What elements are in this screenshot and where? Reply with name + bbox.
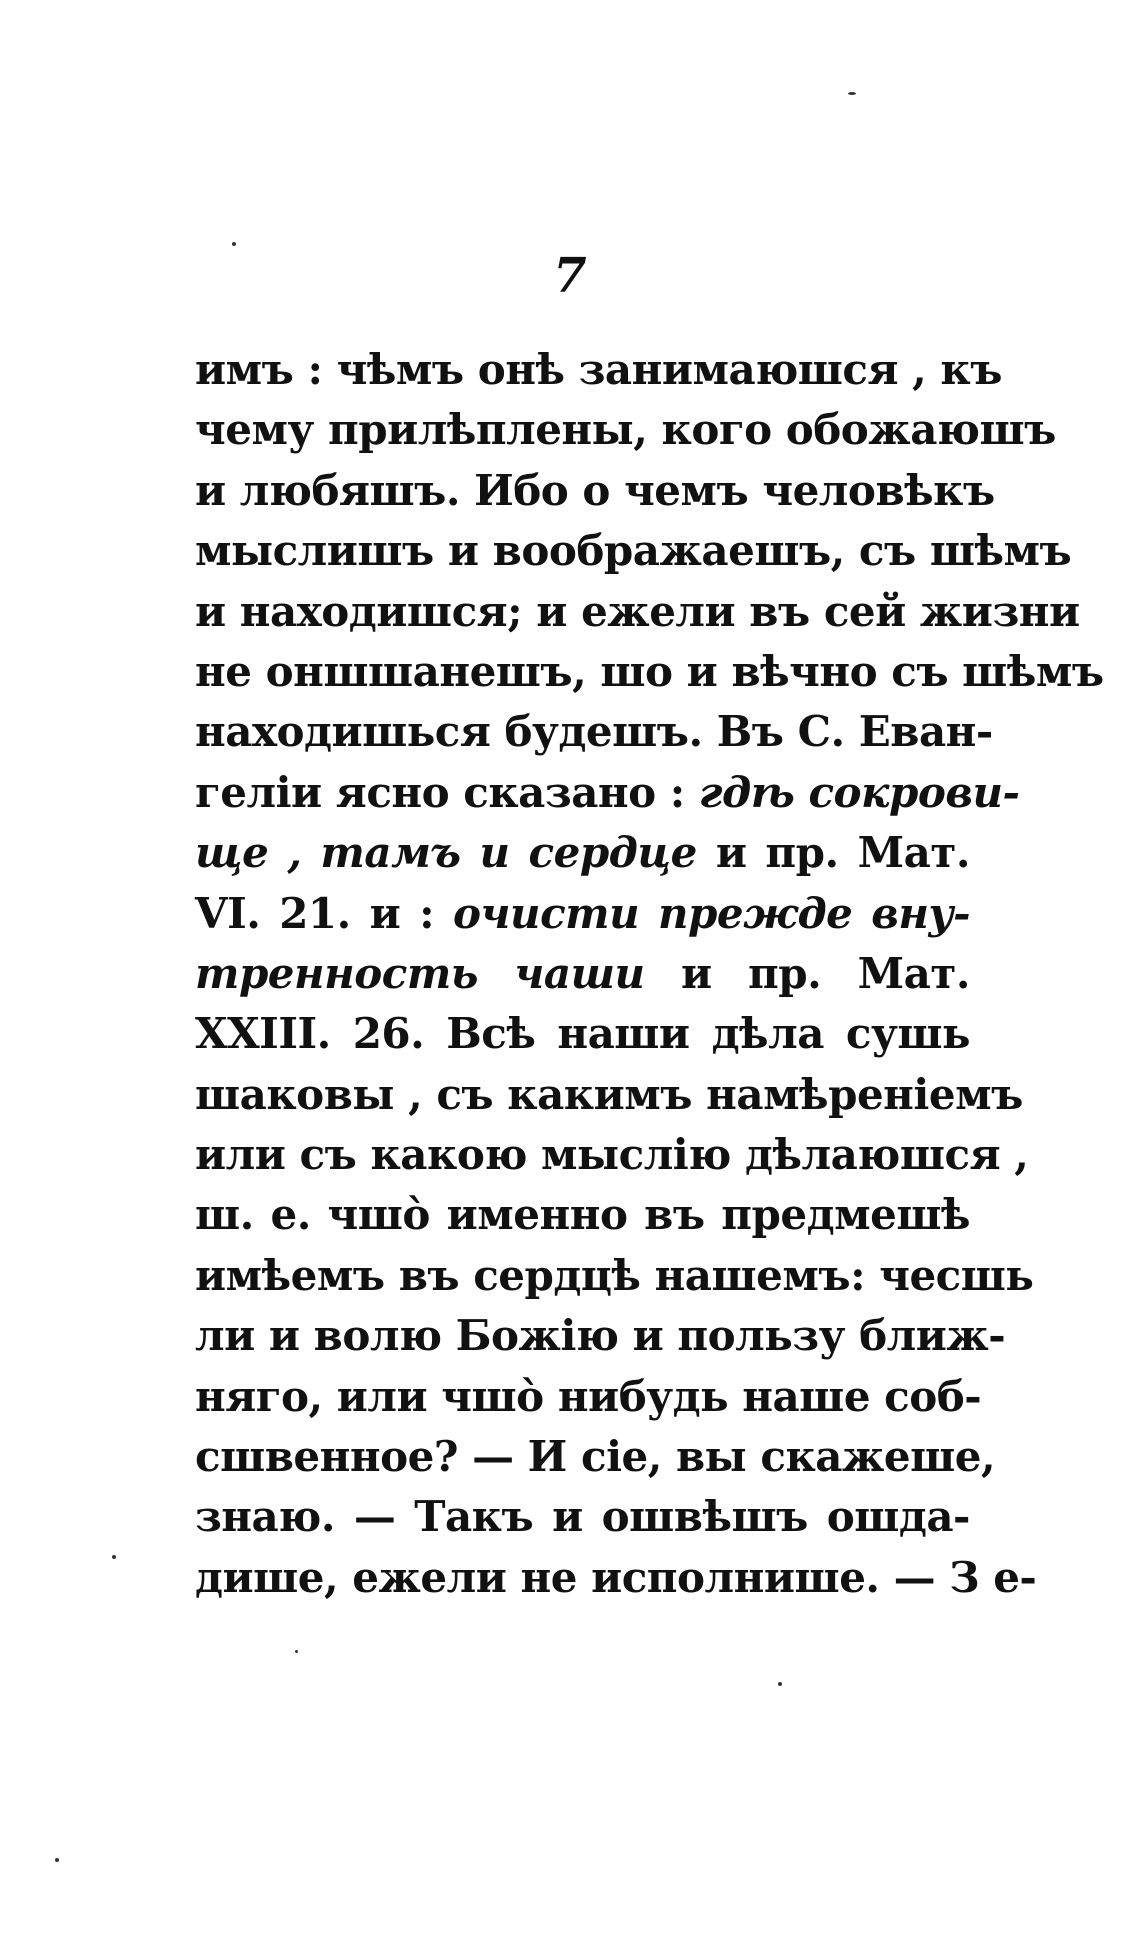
text-line [195, 642, 1104, 702]
text-line [195, 521, 1072, 581]
text-line [195, 1065, 1023, 1125]
text-segment: имъ : чѣмъ онѣ занимаюшся , къ [195, 345, 1002, 394]
text-line [195, 763, 1020, 823]
scan-speck [232, 242, 236, 246]
text-line [195, 1125, 1029, 1185]
scan-speck [295, 1650, 298, 1653]
text-line [195, 1004, 970, 1064]
page-number: 7 [553, 248, 587, 304]
text-line [195, 823, 970, 883]
scan-speck [778, 1682, 782, 1686]
text-segment: чему прилѣплены, кого обожаюшъ [195, 405, 1056, 455]
text-line [195, 461, 995, 521]
text-line [195, 702, 993, 762]
text-segment: няго, или чшò нибудь наше соб- [195, 1371, 982, 1421]
scan-speck [848, 92, 856, 95]
text-segment: мыслишъ и воображаешъ, съ шѣмъ [195, 526, 1072, 576]
text-segment: находишься будешъ. Въ С. Еван- [195, 707, 993, 757]
italic-text: очисти прежде вну- [453, 888, 970, 938]
text-segment: и пр. Мат. [680, 948, 970, 998]
text-segment: не оншшанешъ, шо и вѣчно съ шѣмъ [195, 646, 1104, 696]
text-line [195, 944, 970, 1004]
scan-speck [55, 1858, 59, 1862]
text-segment: ли и волю Божію и пользу ближ- [195, 1311, 1006, 1361]
italic-text: тренность чаши [195, 948, 681, 998]
text-segment: и пр. Мат. [715, 828, 970, 878]
body-text [195, 340, 1104, 1608]
italic-text: ще , тамъ и сердце [195, 828, 716, 878]
text-line [195, 1548, 1037, 1608]
text-segment: имѣемъ въ сердцѣ нашемъ: чесшь [195, 1250, 1034, 1300]
text-segment: шаковы , съ какимъ намѣреніемъ [195, 1069, 1023, 1119]
text-segment: и любяшъ. Ибо о чемъ человѣкъ [195, 465, 995, 515]
text-segment: знаю. — Такъ и ошвѣшъ ошда- [195, 1492, 970, 1542]
text-segment: дише, ежели не исполнише. — З е- [195, 1552, 1037, 1602]
text-segment: или съ какою мыслію дѣлаюшся , [195, 1130, 1029, 1180]
text-line [195, 340, 1002, 400]
italic-text: гдѣ сокрови- [698, 767, 1020, 817]
text-segment: XXIII. 26. Всѣ наши дѣла сушь [195, 1009, 970, 1059]
text-line [195, 1185, 970, 1245]
text-segment: сшвенное? — И сіе, вы скажеше, [195, 1432, 996, 1482]
text-line [195, 1367, 982, 1427]
text-line [195, 400, 1056, 460]
text-line [195, 1246, 1034, 1306]
text-line [195, 1427, 996, 1487]
text-segment: ш. е. чшò именно въ предмешѣ [195, 1190, 970, 1240]
text-line [195, 884, 970, 944]
scan-speck [112, 1555, 116, 1559]
text-line [195, 1306, 1006, 1366]
text-line [195, 582, 1080, 642]
text-segment: геліи ясно сказано : [195, 767, 699, 817]
text-segment: и находишся; и ежели въ сей жизни [195, 586, 1080, 636]
text-line [195, 1487, 970, 1547]
text-segment: VI. 21. и : [195, 888, 454, 938]
